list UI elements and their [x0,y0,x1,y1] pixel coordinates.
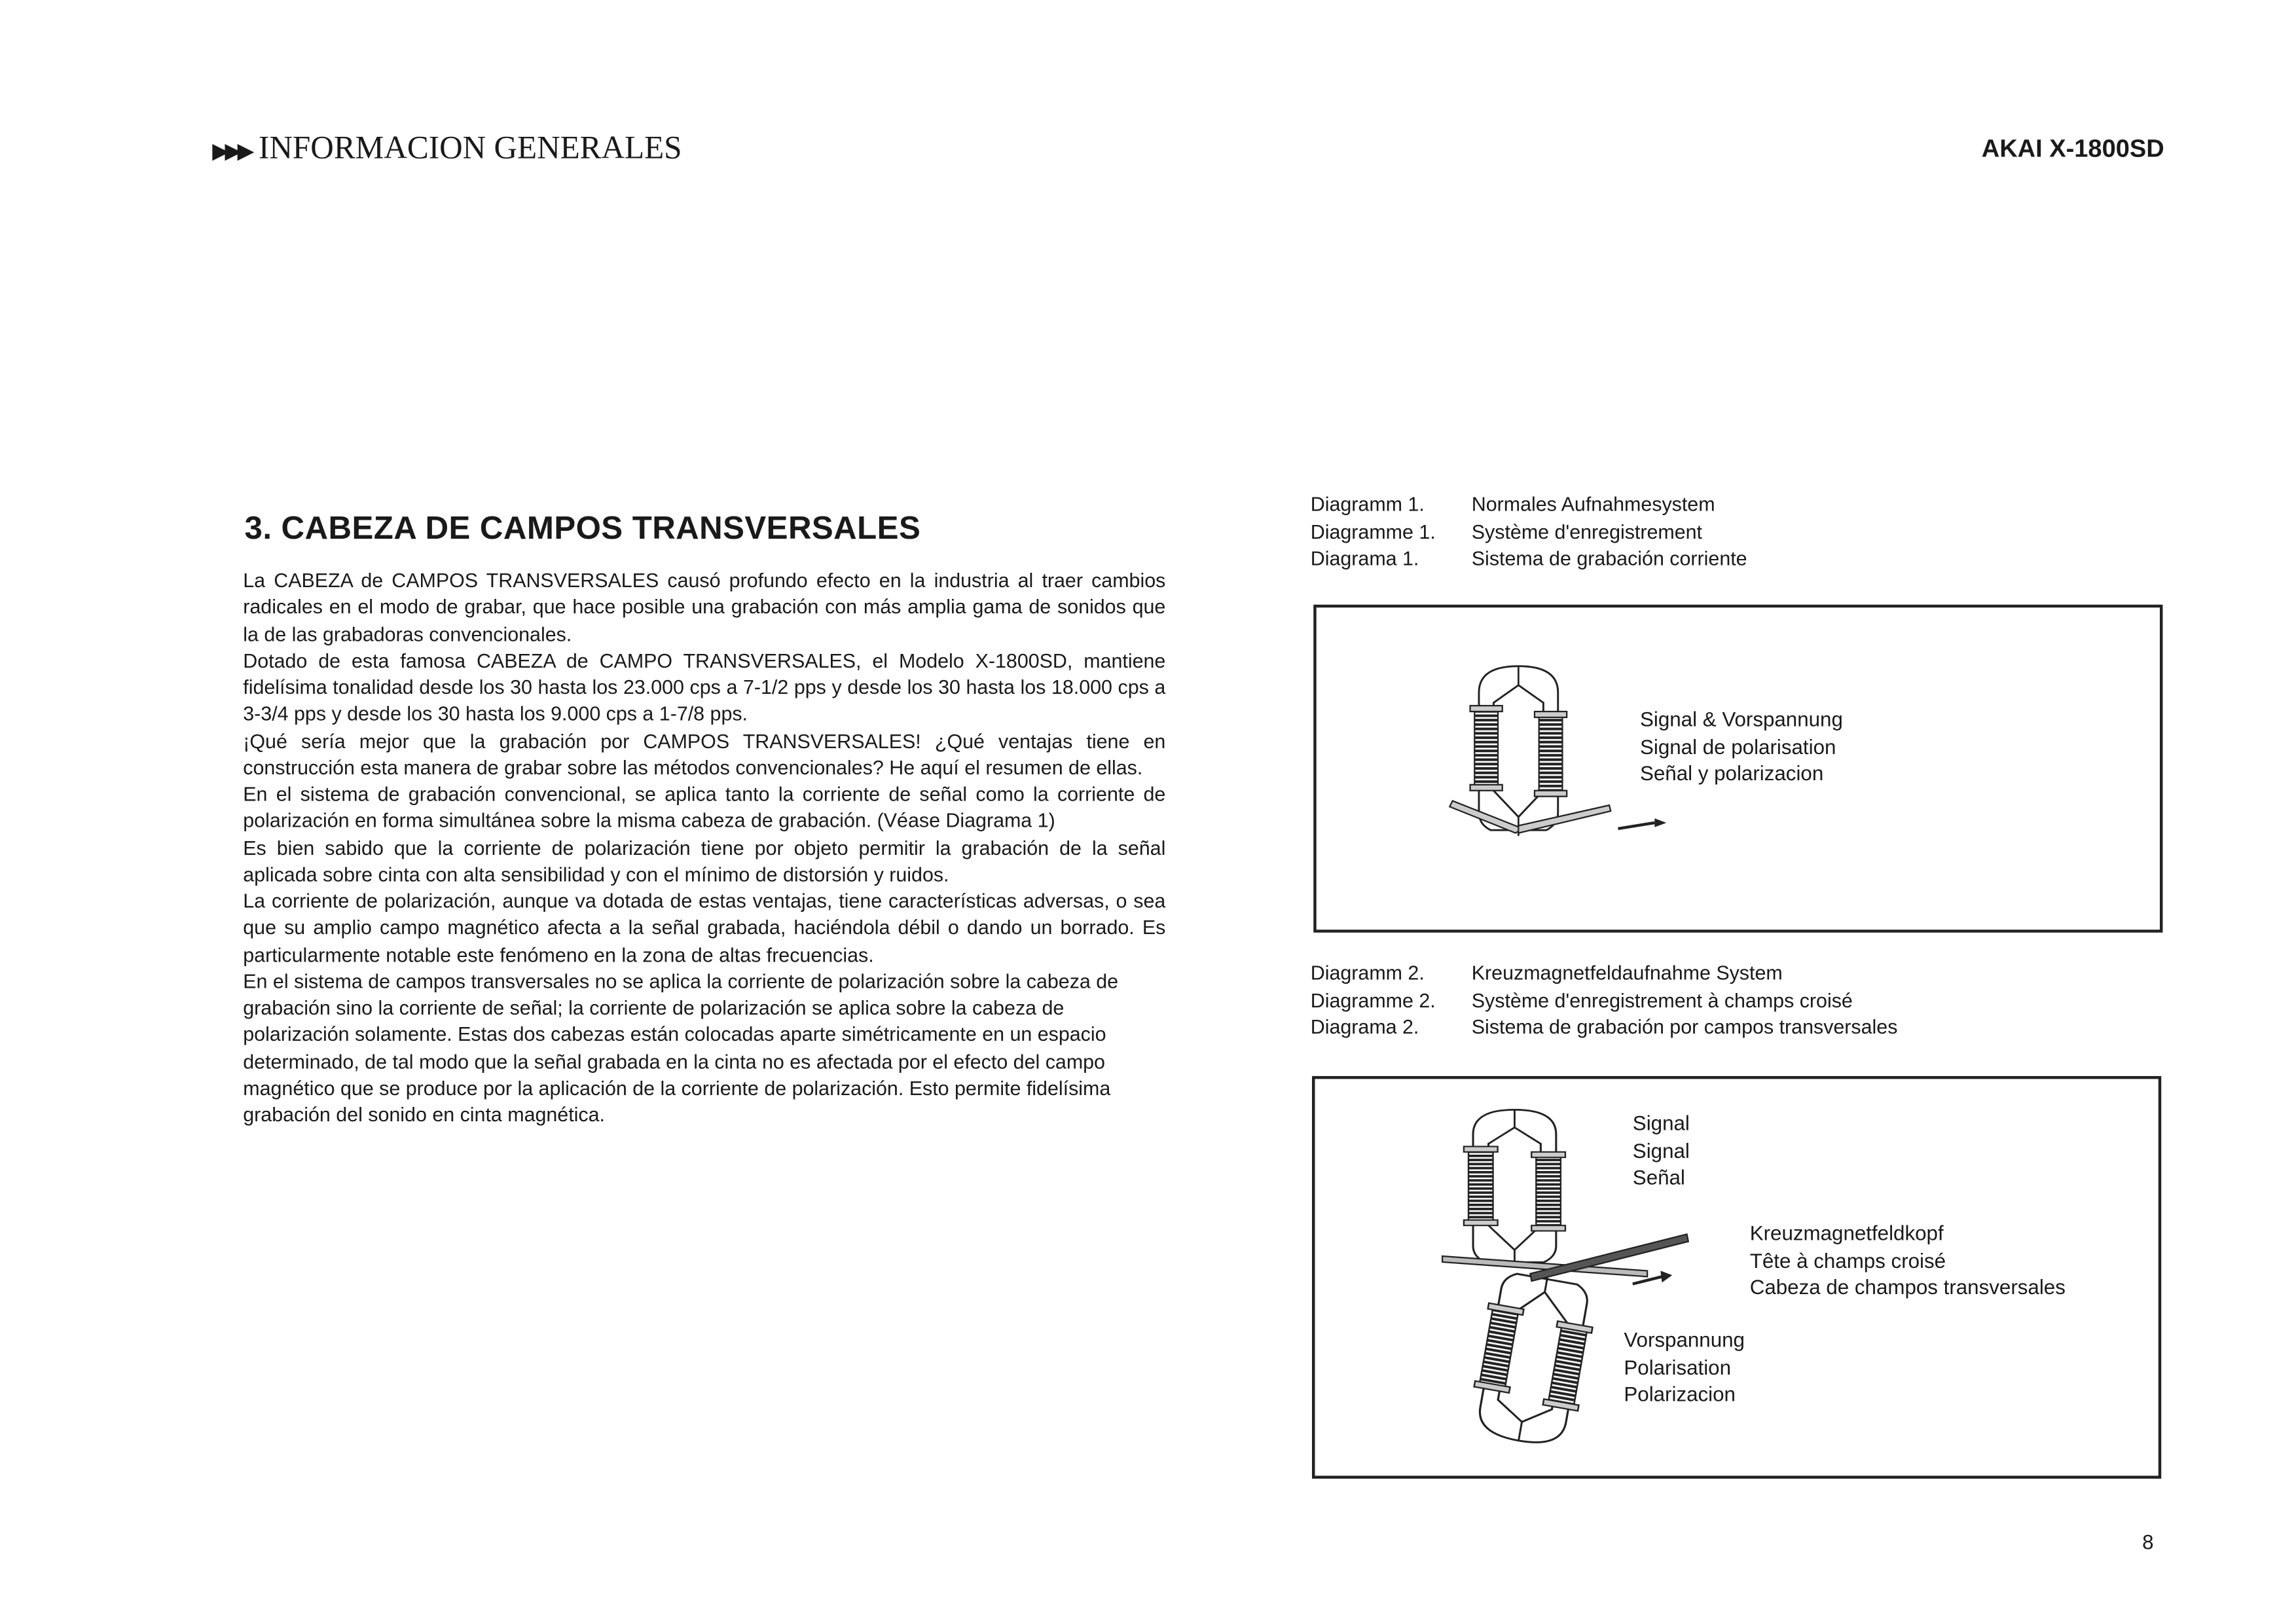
conventional-head-icon [1449,666,1666,836]
label: Señal [1632,1165,1685,1189]
page-number: 8 [2142,1530,2154,1554]
caption-key: Diagramme 2. [1310,988,1436,1011]
label: Signal de polarisation [1639,734,1836,758]
label: Polarizacion [1624,1382,1736,1406]
caption-key: Diagrama 2. [1310,1016,1419,1038]
label: Signal [1632,1111,1690,1135]
label: Polarisation [1624,1354,1732,1379]
label: Signal [1632,1138,1690,1162]
paragraph: La CABEZA de CAMPOS TRANSVERSALES causó profundo efecto en la industria al traer cambios radicales en el modo de grabar, que hace posible una grabación con más amplia gama de sonidos que la de las grabadoras convencionales. [243,569,1166,645]
label: Cabeza de champos transversales [1749,1275,2066,1299]
caption-text: Système d'enregistrement à champs croisé [1471,988,1853,1011]
label: Signal & Vorspannung [1639,707,1843,731]
caption-text: Sistema de grabación corriente [1471,547,1747,570]
caption-text: Sistema de grabación por campos transversales [1471,1016,1898,1038]
paragraph: En el sistema de campos transversales no se aplica la corriente de polarización sobre la cabeza de grabación sino la corriente de señal; la corriente de polarización se aplica sobre la cabeza de polarización solamente. Estas dos cabezas están colocadas aparte simétricamente en un espacio determinado, de tal modo que la señal grabada en la cinta no es afectada por el efecto del campo magnético que se produce por la aplicación de la corriente de polarización. Esto permite fidelísima grabación del sonido en cinta magnética. [243,970,1119,1126]
caption-key: Diagrama 1. [1310,547,1419,570]
paragraph: En el sistema de grabación convencional, se aplica tanto la corriente de señal como la corriente de polarización en forma simultánea sobre la misma cabeza de grabación. (Véase Diagrama 1) [243,783,1166,832]
page-title: 3. CABEZA DE CAMPOS TRANSVERSALES [244,509,921,547]
caption-key: Diagramm 1. [1310,493,1425,516]
paragraph: Es bien sabido que la corriente de polarización tiene por objeto permitir la grabación de la señal aplicada sobre cinta con alta sensibilidad y con el mínimo de distorsión y ruidos. [243,837,1166,886]
paragraph: La corriente de polarización, aunque va dotada de estas ventajas, tiene características adversas, o sea que su amplio campo magnético afecta a la señal grabada, haciéndola débil o dando un borrado. Es particularmente notable este fenómeno en la zona de altas frecuencias. [243,890,1166,966]
section-title: INFORMACION GENERALES [259,128,682,166]
paragraph: ¡Qué sería mejor que la grabación por CAMPOS TRANSVERSALES! ¿Qué ventajas tiene en construcción esta manera de grabar sobre las métodos convencionales? He aquí el resumen de ellas. [243,729,1166,779]
caption-text: Système d'enregistrement [1471,520,1703,543]
caption-text: Kreuzmagnetfeldaufnahme System [1471,962,1783,984]
paragraph: Dotado de esta famosa CABEZA de CAMPO TRANSVERSALES, el Modelo X-1800SD, mantiene fidelísima tonalidad desde los 30 hasta los 23.000 cps a 7-1/2 pps y desde los 30 hasta los 18.000 cps a 3-3/4 pps y desde los 30 hasta los 9.000 cps a 1-7/8 pps. [243,649,1166,725]
label: Señal y polarizacion [1639,761,1824,785]
caption-text: Normales Aufnahmesystem [1471,493,1715,516]
caption-key: Diagramm 2. [1310,962,1425,984]
label: Tête à champs croisé [1749,1248,1946,1272]
header-logo-icon: ▶▶▶ [212,140,250,164]
model-name: AKAI X-1800SD [1981,134,2164,163]
label: Vorspannung [1624,1327,1745,1352]
cross-field-head-icon [1442,1110,1688,1450]
label: Kreuzmagnetfeldkopf [1749,1221,1944,1245]
caption-key: Diagramme 1. [1310,520,1436,543]
